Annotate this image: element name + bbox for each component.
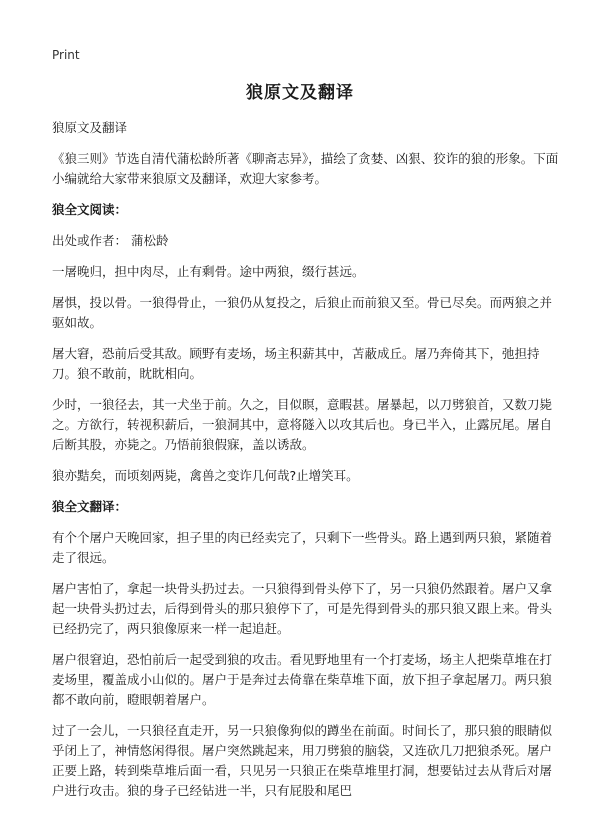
print-link[interactable]: Print [52,48,80,62]
translation-paragraph: 屠户很窘迫，恐怕前后一起受到狼的攻击。看见野地里有一个打麦场，场主人把柴草堆在打麦场里，覆盖成小山似的。屠户于是奔过去倚靠在柴草堆下面，放下担子拿起屠刀。两只狼都不敢向前，瞪眼朝着屠户。 [52,652,553,707]
article-subtitle: 狼原文及翻译 [52,120,128,135]
author-line: 出处或作者： 蒲松龄 [52,233,169,248]
article-intro: 《狼三则》节选自清代蒲松龄所著《聊斋志异》，描绘了贪婪、凶狠、狡诈的狼的形象。下面小编就给大家带来狼原文及翻译，欢迎大家参考。 [52,151,559,186]
translation-paragraph: 过了一会儿，一只狼径直走开，另一只狼像狗似的蹲坐在前面。时间长了，那只狼的眼睛似乎闭上了，神情悠闲得很。屠户突然跳起来，用刀劈狼的脑袋，又连砍几刀把狼杀死。屠户正要上路，转到柴草堆后面一看，只见另一只狼正在柴草堆里打洞，想要钻过去从背后对屠户进行攻击。狼的身子已经钻进一半，只有屁股和尾巴 [52,723,553,798]
original-paragraph: 屠惧，投以骨。一狼得骨止，一狼仍从复投之，后狼止而前狼又至。骨已尽矣。而两狼之并驱如故。 [52,295,553,330]
original-paragraph: 屠大窘，恐前后受其敌。顾野有麦场，场主积薪其中，苫蔽成丘。屠乃奔倚其下，弛担持刀。狼不敢前，眈眈相向。 [52,346,540,381]
original-paragraph: 少时，一狼径去，其一犬坐于前。久之，目似瞑，意暇甚。屠暴起，以刀劈狼首，又数刀毙之。方欲行，转视积薪后，一狼洞其中，意将隧入以攻其后也。身已半入，止露尻尾。屠自后断其股，亦毙之。乃悟前狼假寐，盖以诱敌。 [52,397,553,452]
translation-paragraph: 有个个屠户天晚回家，担子里的肉已经卖完了，只剩下一些骨头。路上遇到两只狼，紧随着走了很远。 [52,530,553,565]
translation-paragraph: 屠户害怕了，拿起一块骨头扔过去。一只狼得到骨头停下了，另一只狼仍然跟着。屠户又拿起一块骨头扔过去，后得到骨头的那只狼停下了，可是先得到骨头的那只狼又跟上来。骨头已经扔完了，两只狼像原来一样一起追赶。 [52,581,553,636]
page-title: 狼原文及翻译 [246,83,354,103]
section-heading-original: 狼全文阅读： [52,202,128,217]
section-heading-translation: 狼全文翻译： [52,499,128,514]
original-paragraph: 狼亦黠矣，而顷刻两毙，禽兽之变诈几何哉?止增笑耳。 [52,468,359,483]
article-body [52,118,560,812]
original-paragraph: 一屠晚归，担中肉尽，止有剩骨。途中两狼，缀行甚远。 [52,264,365,279]
